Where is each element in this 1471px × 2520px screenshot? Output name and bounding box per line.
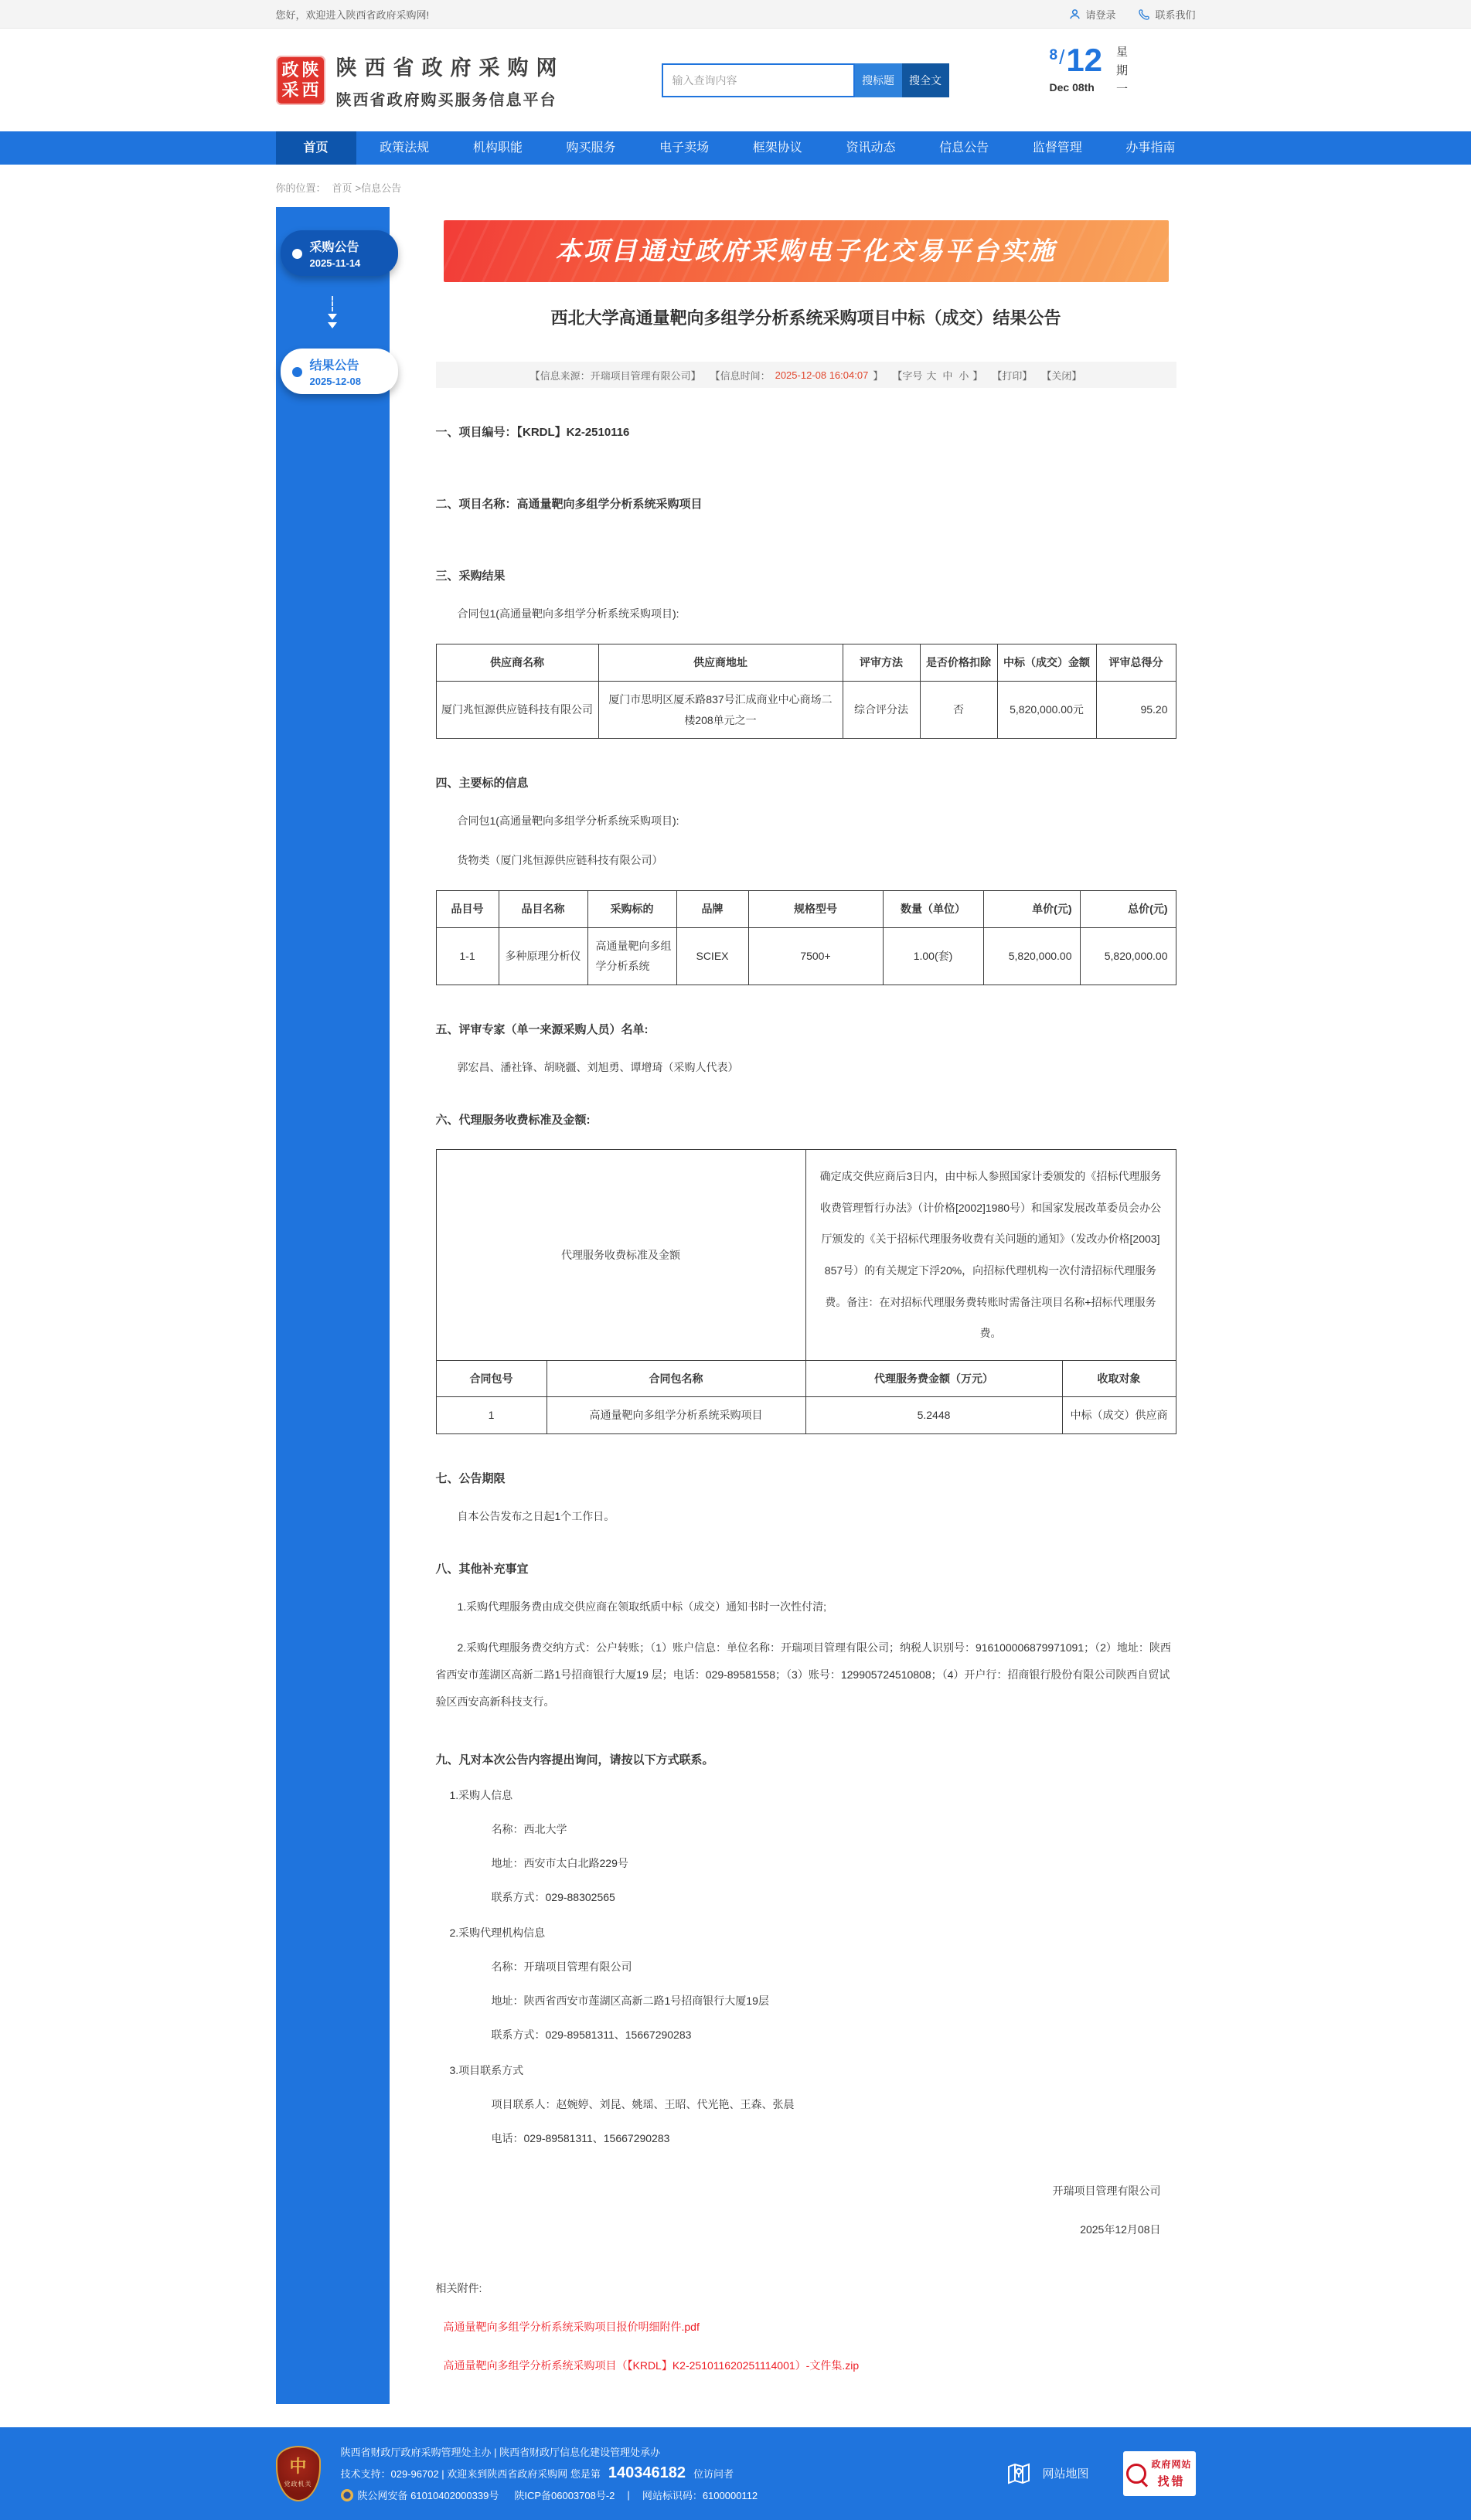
login-label: 请登录 <box>1085 9 1116 21</box>
col-header: 收取对象 <box>1062 1360 1176 1397</box>
cell-price-deduction: 否 <box>920 681 997 738</box>
meta-fontsize-label: 【字号 <box>892 369 923 382</box>
contact-label: 联系我们 <box>1155 9 1196 21</box>
date-widget <box>1049 41 1130 117</box>
nav-item-policies[interactable]: 政策法规 <box>380 141 430 155</box>
breadcrumb <box>276 165 1196 207</box>
timeline-sidebar <box>276 207 390 2404</box>
cell-fee-standard-desc: 确定成交供应商后3日内，由中标人参照国家计委颁发的《招标代理服务收费管理暂行办法》（计价格[2002]1980号）和国家发展改革委员会办公厅颁发的《关于招标代理服务收费有关问题的通知》（发改办价格[2003] 857号）的有关规定下浮20%，向招标代理机构一次付清招标代理服务费。备注：在对招标代理服务费转账时需备注项目名称+招标代理服务费。 <box>805 1150 1176 1361</box>
visitor-count: 140346182 <box>608 2464 686 2482</box>
user-icon <box>1069 9 1081 20</box>
attachments-label: 相关附件: <box>435 2281 482 2294</box>
icp-filing: 陕ICP备06003708号-2 <box>514 2490 615 2502</box>
sidebar-item-purchase-announcement[interactable] <box>281 230 398 276</box>
nav-item-framework[interactable]: 框架协议 <box>752 141 802 155</box>
footer-separator: | <box>627 2489 630 2501</box>
date-slash: / <box>1059 45 1065 69</box>
attachment-link-zip[interactable]: 高通量靶向多组学分析系统采购项目（【KRDL】K2-251011620251114001）-文件集.zip <box>443 2358 860 2372</box>
search-bar <box>662 63 949 97</box>
table-row <box>436 1150 1176 1361</box>
agency-fee-table <box>436 1149 1176 1434</box>
col-header: 品目名称 <box>499 890 587 927</box>
meta-time-value: 2025-12-08 16:04:07 <box>775 369 869 381</box>
date-month: 8 <box>1049 46 1058 63</box>
footer-support: 技术支持：029-96702 | 欢迎来到陕西省政府采购网 您是第 <box>340 2468 601 2481</box>
cell-fee-amount: 5.2448 <box>805 1397 1062 1434</box>
project-phone: 电话：029-89581311、15667290283 <box>491 2131 670 2144</box>
cell-model: 7500+ <box>748 927 883 985</box>
footer-text-block <box>341 2439 758 2508</box>
print-button[interactable]: 【打印】 <box>992 369 1033 382</box>
date-day: 12 <box>1066 41 1103 78</box>
magnifier-icon <box>1126 2464 1146 2484</box>
nav-item-supervision[interactable]: 监督管理 <box>1032 141 1082 155</box>
nav-item-announcements[interactable]: 信息公告 <box>939 141 989 155</box>
cell-fee-payer: 中标（成交）供应商 <box>1062 1397 1176 1434</box>
footer-visitor-suffix: 位访问者 <box>693 2468 734 2481</box>
welcome-text: 您好，欢迎进入陕西省政府采购网! <box>275 9 430 21</box>
contract-package-line: 合同包1(高通量靶向多组学分析系统采购项目): <box>457 607 679 620</box>
cell-package-name: 高通量靶向多组学分析系统采购项目 <box>547 1397 805 1434</box>
breadcrumb-prefix: 你的位置： <box>275 182 326 194</box>
article-meta-bar <box>436 362 1176 388</box>
col-header: 单价(元) <box>983 890 1080 927</box>
agency-name: 名称：开瑞项目管理有限公司 <box>491 1960 632 1973</box>
agency-info-heading: 2.采购代理机构信息 <box>449 1926 546 1939</box>
cell-supplier-address: 厦门市思明区厦禾路837号汇成商业中心商场二楼208单元之一 <box>598 681 843 738</box>
purchaser-contact: 联系方式：029-88302565 <box>491 1890 615 1903</box>
supplement-item-1: 1.采购代理服务费由成交供应商在领取纸质中标（成交）通知书时一次性付清; <box>457 1600 827 1614</box>
logo-char: 陕 <box>301 60 319 80</box>
error-report-badge[interactable] <box>1123 2451 1196 2496</box>
col-header: 合同包名称 <box>547 1360 805 1397</box>
site-subtitle: 陕西省政府购买服务信息平台 <box>335 91 557 109</box>
cell-brand: SCIEX <box>676 927 748 985</box>
logo-char: 政 <box>281 60 299 80</box>
cell-review-method: 综合评分法 <box>843 681 920 738</box>
cell-quantity: 1.00(套) <box>883 927 983 985</box>
nav-item-news[interactable]: 资讯动态 <box>846 141 896 155</box>
footer-line-organizers: 陕西省财政厅政府采购管理处主办 | 陕西省财政厅信息化建设管理处承办 <box>340 2447 661 2459</box>
site-identification-code: 网站标识码：6100000112 <box>642 2490 758 2502</box>
cell-package-no: 1 <box>436 1397 547 1434</box>
cell-review-score: 95.20 <box>1096 681 1176 738</box>
sitemap-link[interactable] <box>1005 2460 1088 2488</box>
agency-contact: 联系方式：029-89581311、15667290283 <box>491 2028 692 2041</box>
meta-source: 【信息来源：开瑞项目管理有限公司】 <box>529 369 701 382</box>
section-2-heading: 二、项目名称：高通量靶向多组学分析系统采购项目 <box>435 498 703 511</box>
breadcrumb-home-link[interactable]: 首页 <box>332 182 352 194</box>
signature-date: 2025年12月08日 <box>1080 2222 1161 2236</box>
col-header: 品牌 <box>676 890 748 927</box>
sidebar-item-date: 2025-11-14 <box>309 257 361 269</box>
section-1-heading: 一、项目编号：【KRDL】K2-2510116 <box>435 426 630 439</box>
sidebar-item-date: 2025-12-08 <box>309 376 361 387</box>
nav-item-guide[interactable]: 办事指南 <box>1125 141 1176 155</box>
search-title-button[interactable]: 搜标题 <box>855 63 902 97</box>
col-header: 规格型号 <box>748 890 883 927</box>
fontsize-medium-button[interactable]: 中 <box>942 369 953 382</box>
cell-total-price: 5,820,000.00 <box>1080 927 1176 985</box>
col-header: 供应商名称 <box>436 644 598 682</box>
cell-procurement-target: 高通量靶向多组学分析系统 <box>587 927 676 985</box>
items-table <box>436 890 1176 985</box>
table-row <box>436 1397 1176 1434</box>
meta-time-close: 】 <box>873 369 884 382</box>
section-9-heading: 九、凡对本次公告内容提出询问，请按以下方式联系。 <box>435 1753 714 1767</box>
table-header-row <box>436 890 1176 927</box>
col-header: 评审总得分 <box>1096 644 1176 682</box>
purchaser-name: 名称：西北大学 <box>491 1822 567 1835</box>
close-button[interactable]: 【关闭】 <box>1041 369 1082 382</box>
logo-char: 西 <box>301 80 319 100</box>
section-7-heading: 七、公告期限 <box>435 1471 506 1485</box>
section-3-heading: 三、采购结果 <box>435 570 506 583</box>
nav-item-functions[interactable]: 机构职能 <box>472 141 523 155</box>
platform-banner: 本项目通过政府采购电子化交易平台实施 <box>444 220 1169 282</box>
timeline-dot <box>292 367 302 377</box>
col-header: 代理服务费金额（万元） <box>805 1360 1062 1397</box>
col-header: 采购标的 <box>587 890 676 927</box>
article-title: 西北大学高通量靶向多组学分析系统采购项目中标（成交）结果公告 <box>550 308 1061 328</box>
timeline-dot <box>292 249 302 259</box>
cell-item-name: 多种原理分析仪 <box>499 927 587 985</box>
agency-address: 地址：陕西省西安市莲湖区高新二路1号招商银行大厦19层 <box>491 1994 769 2007</box>
table-row <box>436 927 1176 985</box>
phone-icon <box>1139 9 1150 20</box>
signature-company: 开瑞项目管理有限公司 <box>1052 2184 1161 2197</box>
topbar-links <box>1069 7 1195 22</box>
col-header: 中标（成交）金额 <box>997 644 1096 682</box>
section-8-heading: 八、其他补充事宜 <box>435 1563 529 1576</box>
section-4-heading: 四、主要标的信息 <box>435 777 529 791</box>
search-input[interactable] <box>662 63 855 97</box>
cell-item-no: 1-1 <box>436 927 499 985</box>
sitemap-label: 网站地图 <box>1042 2467 1089 2481</box>
site-footer <box>0 2427 1471 2520</box>
sitemap-icon <box>1005 2460 1033 2488</box>
error-badge-line2: 找错 <box>1157 2475 1186 2489</box>
cell-award-amount: 5,820,000.00元 <box>997 681 1096 738</box>
supplier-table <box>436 644 1176 739</box>
announcement-period: 自本公告发布之日起1个工作日。 <box>457 1509 615 1522</box>
col-header: 品目号 <box>436 890 499 927</box>
col-header: 合同包号 <box>436 1360 547 1397</box>
project-contacts: 项目联系人：赵婉婷、刘昆、姚瑶、王昭、代光艳、王森、张晨 <box>491 2097 795 2110</box>
nav-item-home[interactable]: 首页 <box>276 131 356 165</box>
experts-list: 郭宏昌、潘社锋、胡晓疆、刘旭勇、谭增琦（采购人代表） <box>457 1060 739 1073</box>
sidebar-item-label: 采购公告 <box>309 241 359 254</box>
date-block <box>1049 41 1103 94</box>
sidebar-item-label: 结果公告 <box>309 359 359 372</box>
nav-item-emall[interactable]: 电子卖场 <box>659 141 710 155</box>
main-nav <box>0 131 1471 165</box>
site-logo <box>276 56 325 105</box>
goods-category-line: 货物类（厦门兆恒源供应链科技有限公司） <box>457 853 663 866</box>
content-area <box>276 207 1196 2404</box>
nav-item-purchase-service[interactable]: 购买服务 <box>566 141 616 155</box>
breadcrumb-current: >信息公告 <box>355 182 402 194</box>
error-badge-line1: 政府网站 <box>1151 2459 1192 2471</box>
date-english: Dec 08th <box>1049 80 1095 94</box>
col-header: 供应商地址 <box>598 644 843 682</box>
site-name: 陕西省政府采购网 <box>335 56 565 80</box>
login-link[interactable] <box>1069 7 1115 22</box>
contract-package-line: 合同包1(高通量靶向多组学分析系统采购项目): <box>457 814 679 828</box>
table-header-row <box>436 644 1176 682</box>
date-weekday: 星期一 <box>1115 45 1129 101</box>
emblem-symbol: 中 <box>289 2457 307 2477</box>
project-contact-heading: 3.项目联系方式 <box>449 2063 524 2076</box>
sidebar-item-result-announcement[interactable] <box>281 349 398 394</box>
article-panel <box>399 207 1196 2404</box>
col-header: 是否价格扣除 <box>920 644 997 682</box>
contact-link[interactable] <box>1139 7 1195 22</box>
purchaser-address: 地址：西安市太白北路229号 <box>491 1856 628 1869</box>
site-header <box>0 29 1471 131</box>
public-security-filing: 陕公网安备 61010402000339号 <box>357 2490 499 2502</box>
topbar <box>0 0 1471 29</box>
cell-supplier-name: 厦门兆恒源供应链科技有限公司 <box>436 681 598 738</box>
col-header: 总价(元) <box>1080 890 1176 927</box>
attachment-link-pdf[interactable]: 高通量靶向多组学分析系统采购项目报价明细附件.pdf <box>443 2320 700 2333</box>
meta-time-label: 【信息时间： <box>710 369 771 382</box>
meta-fontsize-close: 】 <box>972 369 983 382</box>
timeline-arrow-icon <box>276 296 390 328</box>
brand <box>276 51 565 110</box>
supplement-item-2: 2.采购代理服务费交纳方式：公户转账；（1）账户信息：单位名称：开瑞项目管理有限公司；纳税人识别号：916100006879971091；（2）地址：陕西省西安市莲湖区高新二路1号招商银行大厦19 层；电话：029-89581558；（3）账号：129905724510808；（4）开户行：招商银行股份有限公司陕西自贸试验区西安高新科技支行。 <box>435 1641 1171 1708</box>
emblem-text: 党政机关 <box>284 2481 312 2488</box>
section-6-heading: 六、代理服务收费标准及金额: <box>435 1114 591 1127</box>
fontsize-large-button[interactable]: 大 <box>926 369 937 382</box>
police-badge-icon <box>341 2489 353 2501</box>
section-5-heading: 五、评审专家（单一来源采购人员）名单: <box>435 1022 649 1036</box>
fontsize-small-button[interactable]: 小 <box>959 369 969 382</box>
col-header: 数量（单位） <box>883 890 983 927</box>
table-row <box>436 681 1176 738</box>
cell-fee-standard-label: 代理服务收费标准及金额 <box>436 1150 805 1361</box>
brand-text <box>336 51 565 110</box>
search-fulltext-button[interactable]: 搜全文 <box>902 63 949 97</box>
logo-char: 采 <box>281 80 299 100</box>
government-emblem <box>276 2446 321 2501</box>
cell-unit-price: 5,820,000.00 <box>983 927 1080 985</box>
table-header-row <box>436 1360 1176 1397</box>
col-header: 评审方法 <box>843 644 920 682</box>
purchaser-info-heading: 1.采购人信息 <box>449 1788 513 1801</box>
